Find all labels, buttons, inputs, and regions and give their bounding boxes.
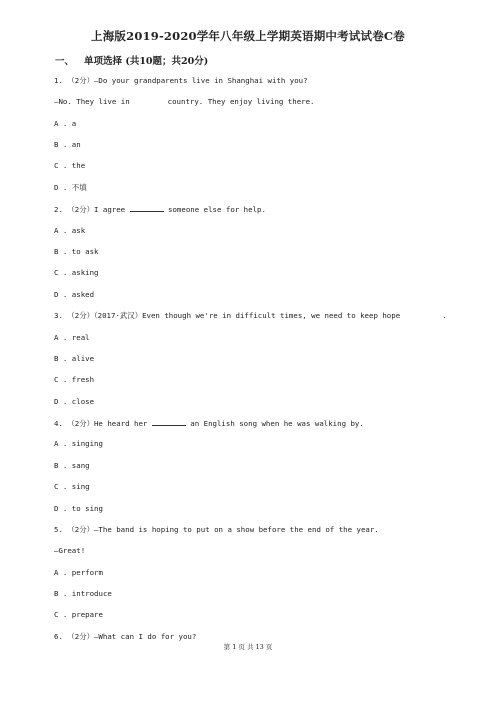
question-5-stem: 5. （2分）—The band is hoping to put on a show before the end of the year. bbox=[54, 525, 379, 534]
question-1-option-b: B . an bbox=[54, 140, 81, 149]
question-4-option-d: D . to sing bbox=[54, 504, 103, 513]
question-2-stem bbox=[54, 204, 266, 215]
question-2-option-c: C . asking bbox=[54, 268, 99, 277]
question-4-stem-end: an English song when he was walking by. bbox=[190, 419, 364, 428]
question-1-option-d: D . 不填 bbox=[54, 183, 87, 192]
question-4-stem bbox=[54, 418, 364, 429]
question-4-option-b: B . sang bbox=[54, 461, 90, 470]
section-heading bbox=[55, 53, 208, 67]
question-1-line2-start: —No. They live in bbox=[54, 97, 130, 106]
question-3-option-b: B . alive bbox=[54, 354, 95, 363]
page-footer: 第 1 页 共 13 页 bbox=[223, 643, 273, 651]
question-4-stem-start: 4. （2分）He heard her bbox=[54, 419, 148, 428]
section-number: 一、 bbox=[55, 56, 75, 67]
question-5-option-c: C . prepare bbox=[54, 610, 103, 619]
question-2-option-b: B . to ask bbox=[54, 247, 99, 256]
question-2-option-d: D . asked bbox=[54, 290, 95, 299]
question-5-option-b: B . introduce bbox=[54, 589, 112, 598]
page-title: 上海版2019-2020学年八年级上学期英语期中考试试卷C卷 bbox=[91, 29, 405, 43]
question-3-stem-end: . bbox=[442, 311, 447, 320]
question-4-option-a: A . singing bbox=[54, 439, 103, 448]
question-3-option-a: A . real bbox=[54, 333, 90, 342]
question-1-stem: 1. （2分）—Do your grandparents live in Shanghai with you? bbox=[54, 76, 308, 85]
answer-blank bbox=[152, 418, 186, 426]
question-5-reply: —Great! bbox=[54, 546, 86, 555]
question-2-stem-end: someone else for help. bbox=[168, 205, 266, 214]
question-1-line2 bbox=[54, 97, 315, 107]
question-1-line2-end: country. They enjoy living there. bbox=[167, 97, 315, 106]
question-3-stem bbox=[54, 311, 447, 321]
question-2-option-a: A . ask bbox=[54, 226, 86, 235]
question-3-stem-text: 3. （2分）（2017·武汉）Even though we're in difficult times, we need to keep hope bbox=[54, 311, 401, 320]
question-5-option-a: A . perform bbox=[54, 568, 103, 577]
question-6-stem: 6. （2分）—What can I do for you? bbox=[54, 632, 197, 641]
question-1-option-c: C . the bbox=[54, 161, 86, 170]
answer-blank bbox=[130, 204, 164, 212]
question-3-option-c: C . fresh bbox=[54, 375, 95, 384]
question-3-option-d: D . close bbox=[54, 397, 95, 406]
question-4-option-c: C . sing bbox=[54, 482, 90, 491]
question-2-stem-start: 2. （2分）I agree bbox=[54, 205, 126, 214]
section-label: 单项选择 (共10题；共20分) bbox=[84, 56, 209, 67]
question-1-option-a: A . a bbox=[54, 119, 77, 128]
